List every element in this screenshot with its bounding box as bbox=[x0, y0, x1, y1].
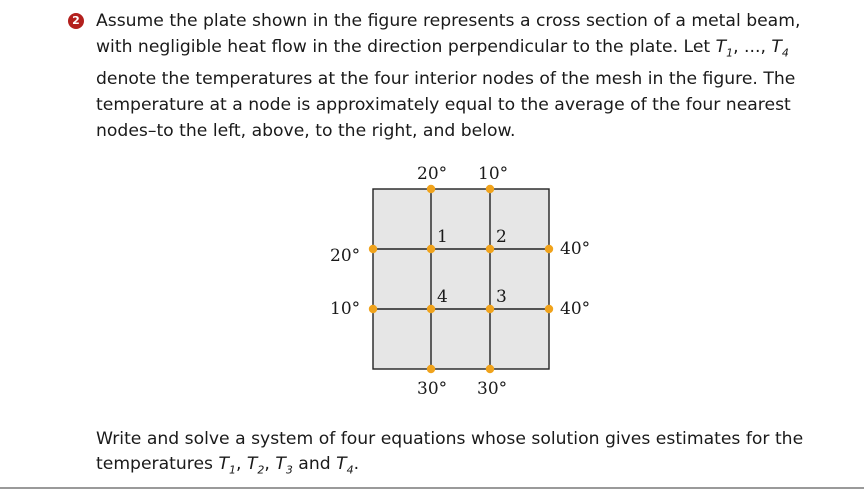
var-t3-task: $T_3$ bbox=[275, 454, 293, 477]
interior-node-2 bbox=[486, 245, 494, 253]
intro-line-2: with negligible heat flow in the direction perpendicular to the plate. Let bbox=[96, 37, 711, 57]
node-label-4: 4 bbox=[437, 287, 448, 307]
node-left-top bbox=[369, 245, 377, 253]
intro-line-4: temperature at a node is approximately equal to the average of the four nearest bbox=[96, 95, 791, 116]
intro-line-1: Assume the plate shown in the figure represents a cross section of a metal beam, bbox=[96, 11, 801, 31]
node-right-bottom bbox=[545, 305, 553, 313]
left-temp-label-top: 20° bbox=[330, 246, 361, 266]
interior-node-3 bbox=[486, 305, 494, 313]
intro-line-3: denote the temperatures at the four interior nodes of the mesh in the figure. The bbox=[96, 69, 796, 90]
plate bbox=[373, 189, 549, 369]
task-line-2-start: temperatures bbox=[96, 454, 219, 474]
end-period: . bbox=[353, 454, 360, 474]
node-left-bottom bbox=[369, 305, 377, 313]
sep-and: and bbox=[292, 454, 337, 474]
var-t2-task: $T_2$ bbox=[246, 454, 265, 477]
top-temp-label-right: 10° bbox=[478, 164, 509, 184]
sep-comma-1: , bbox=[235, 454, 247, 474]
interior-node-1 bbox=[427, 245, 435, 253]
problem-intro bbox=[68, 8, 848, 144]
top-temp-label-left: 20° bbox=[417, 164, 448, 184]
problem-number-badge: 2 bbox=[68, 13, 84, 29]
sep-comma-2: , bbox=[264, 454, 276, 474]
bottom-divider bbox=[0, 487, 864, 489]
node-right-top bbox=[545, 245, 553, 253]
node-label-1: 1 bbox=[437, 227, 448, 247]
task-line-1: Write and solve a system of four equations whose solution gives estimates for the bbox=[96, 429, 804, 449]
node-bottom-right bbox=[486, 365, 494, 373]
var-t4: $T_4$ bbox=[771, 37, 789, 60]
interior-node-4 bbox=[427, 305, 435, 313]
plate-mesh-svg bbox=[320, 152, 620, 402]
intro-line-5: nodes–to the left, above, to the right, and below. bbox=[96, 121, 516, 142]
right-temp-label-bottom: 40° bbox=[560, 299, 591, 319]
node-bottom-left bbox=[427, 365, 435, 373]
problem-statement bbox=[68, 8, 848, 144]
var-t4-task: $T_4$ bbox=[336, 454, 354, 477]
node-label-3: 3 bbox=[496, 287, 507, 307]
left-temp-label-bottom: 10° bbox=[330, 299, 361, 319]
ellipsis: , ..., bbox=[733, 37, 772, 57]
bottom-temp-label-left: 30° bbox=[417, 379, 448, 399]
right-temp-label-top: 40° bbox=[560, 239, 591, 259]
plate-mesh-figure bbox=[320, 152, 620, 406]
problem-task bbox=[96, 427, 856, 482]
node-top-right bbox=[486, 185, 494, 193]
var-t1: $T_1$ bbox=[715, 37, 734, 60]
var-t1-task: $T_1$ bbox=[218, 454, 236, 477]
node-label-2: 2 bbox=[496, 227, 507, 247]
node-top-left bbox=[427, 185, 435, 193]
bottom-temp-label-right: 30° bbox=[477, 379, 508, 399]
